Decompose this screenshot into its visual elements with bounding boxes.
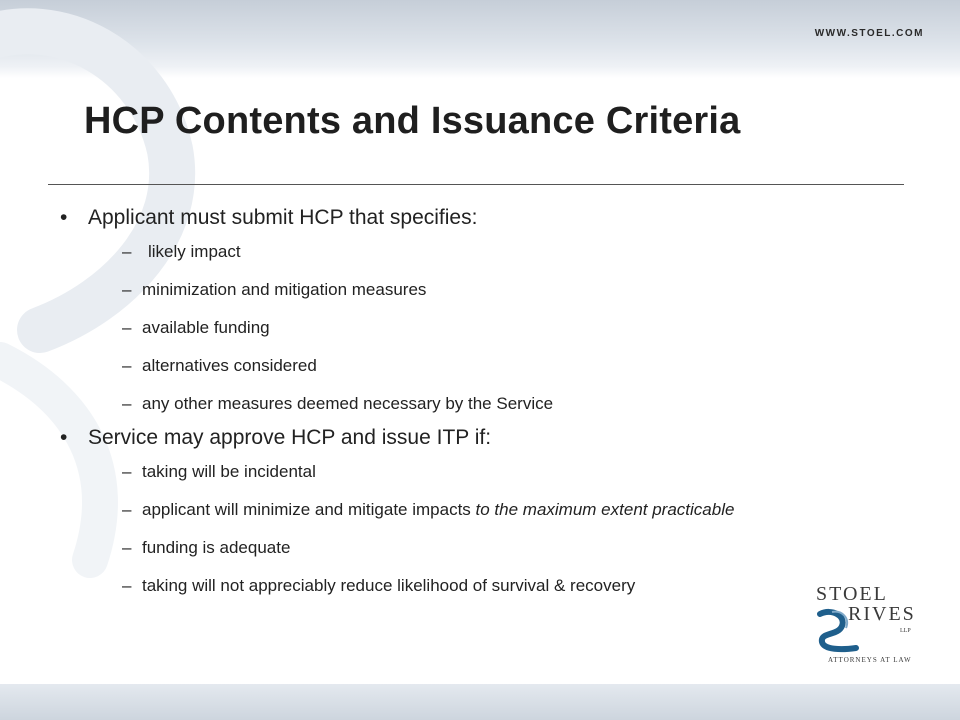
bullet-list bbox=[60, 206, 850, 612]
dash-marker: – bbox=[122, 576, 132, 595]
sub-item bbox=[122, 536, 850, 560]
sub-item bbox=[122, 460, 850, 484]
sub-text: likely impact bbox=[148, 242, 241, 261]
bullet-marker: • bbox=[60, 206, 68, 229]
site-url[interactable]: WWW.STOEL.COM bbox=[814, 28, 924, 39]
dash-marker: – bbox=[122, 538, 132, 557]
dash-marker: – bbox=[122, 280, 132, 299]
dash-marker: – bbox=[122, 500, 132, 519]
stoel-rives-logo bbox=[812, 580, 932, 670]
sub-text bbox=[142, 498, 850, 522]
logo-tagline: ATTORNEYS AT LAW bbox=[828, 656, 912, 664]
sub-text: taking will not appreciably reduce likelihood of survival & recovery bbox=[142, 576, 636, 595]
sub-text: minimization and mitigation measures bbox=[142, 280, 427, 299]
footer-band bbox=[0, 684, 960, 720]
bullet-text: Applicant must submit HCP that specifies: bbox=[88, 206, 478, 229]
dash-marker: – bbox=[122, 462, 132, 481]
dash-marker: – bbox=[122, 356, 132, 375]
header-band bbox=[0, 0, 960, 78]
bullet-marker: • bbox=[60, 426, 68, 449]
sub-text: any other measures deemed necessary by the Service bbox=[142, 394, 554, 413]
sub-item bbox=[122, 354, 850, 378]
sub-item bbox=[122, 240, 850, 264]
sub-text: alternatives considered bbox=[142, 356, 317, 375]
dash-marker: – bbox=[122, 394, 132, 413]
logo-line2: RIVES bbox=[848, 603, 916, 625]
bullet-item bbox=[60, 206, 850, 230]
slide-title: HCP Contents and Issuance Criteria bbox=[84, 100, 741, 142]
sub-item bbox=[122, 278, 850, 302]
sub-text-italic: to the maximum extent practicable bbox=[475, 500, 735, 519]
sub-item bbox=[122, 316, 850, 340]
sub-text: taking will be incidental bbox=[142, 462, 316, 481]
dash-marker: – bbox=[122, 242, 132, 261]
sub-text: available funding bbox=[142, 318, 270, 337]
logo-llp: LLP bbox=[900, 628, 911, 634]
bullet-text: Service may approve HCP and issue ITP if: bbox=[88, 426, 492, 449]
sub-text-plain: applicant will minimize and mitigate impacts bbox=[142, 500, 476, 519]
sub-item bbox=[122, 392, 850, 416]
sub-item bbox=[122, 574, 850, 598]
logo-line1: STOEL bbox=[816, 583, 888, 605]
title-divider bbox=[48, 184, 904, 185]
sub-item bbox=[122, 498, 850, 522]
sub-text: funding is adequate bbox=[142, 538, 291, 557]
dash-marker: – bbox=[122, 318, 132, 337]
bullet-item bbox=[60, 426, 850, 450]
